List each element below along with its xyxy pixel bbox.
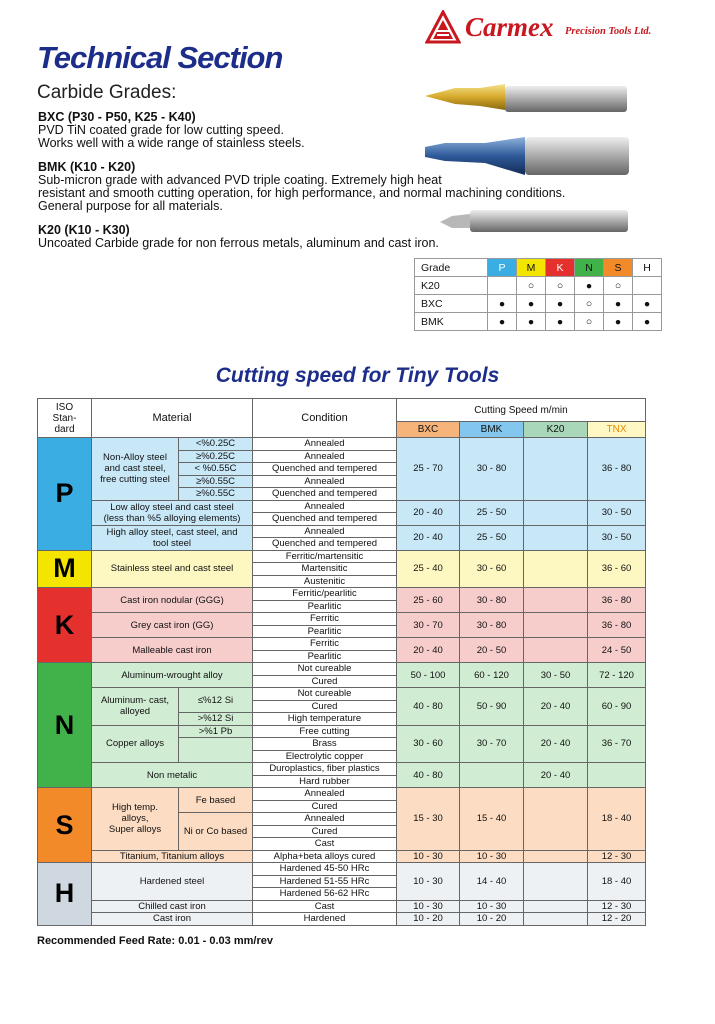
grade-name: K20	[415, 277, 488, 295]
speed-tnx: 12 - 30	[588, 900, 646, 913]
material-cell: Non-Alloy steel and cast steel, free cutting steel	[92, 438, 179, 501]
condition-cell: Quenched and tempered	[253, 513, 397, 526]
cutting-speed-title: Cutting speed for Tiny Tools	[215, 364, 500, 387]
speed-k20	[524, 588, 588, 613]
table-row	[415, 295, 662, 313]
table-row	[38, 900, 646, 913]
grade-k20	[38, 224, 439, 250]
table-row	[38, 638, 646, 651]
iso-m-header: M	[517, 259, 546, 277]
speed-tnx: 24 - 50	[588, 638, 646, 663]
condition-header: Condition	[253, 399, 397, 438]
mark: ●	[488, 295, 517, 313]
condition-cell: Cast	[253, 838, 397, 851]
speed-bmk: 50 - 90	[460, 688, 524, 726]
speed-bxc: 30 - 60	[397, 725, 460, 763]
speed-bxc: 50 - 100	[397, 663, 460, 688]
speed-k20	[524, 613, 588, 638]
mark: ●	[488, 313, 517, 331]
speed-tnx: 36 - 70	[588, 725, 646, 763]
mark: ○	[546, 277, 575, 295]
condition-cell: Ferritic	[253, 613, 397, 626]
table-row	[38, 438, 646, 451]
grade-name: BXC	[415, 295, 488, 313]
condition-cell: Ferritic	[253, 638, 397, 651]
speed-tnx: 12 - 30	[588, 850, 646, 863]
mark: ●	[633, 313, 662, 331]
material-subtype-cell: Fe based	[179, 788, 253, 813]
iso-standard-header: ISO Stan- dard	[38, 399, 92, 438]
condition-cell: Hard rubber	[253, 775, 397, 788]
mark: ○	[604, 277, 633, 295]
mark: ●	[633, 295, 662, 313]
iso-group-k: K	[38, 588, 92, 663]
speed-tnx: 36 - 80	[588, 588, 646, 613]
grade-bxc	[38, 111, 305, 150]
condition-cell: Quenched and tempered	[253, 538, 397, 551]
condition-cell: Martensitic	[253, 563, 397, 576]
speed-bxc: 15 - 30	[397, 788, 460, 851]
material-cell: Hardened steel	[92, 863, 253, 901]
speed-bmk: 30 - 60	[460, 550, 524, 588]
material-cell: High alloy steel, cast steel, and tool steel	[92, 525, 253, 550]
feed-rate-note: Recommended Feed Rate: 0.01 - 0.03 mm/rev	[37, 935, 273, 947]
page-subtitle: Carbide Grades:	[37, 82, 177, 103]
iso-s-header: S	[604, 259, 633, 277]
speed-tnx: 12 - 20	[588, 913, 646, 926]
material-subtype-cell: ≥%0.55C	[179, 488, 253, 501]
brand-tagline: Precision Tools Ltd.	[565, 26, 652, 37]
grade-description: PVD TiN coated grade for low cutting speed. Works well with a wide range of stainless steels.	[38, 123, 305, 150]
condition-cell: Austenitic	[253, 575, 397, 588]
speed-k20	[524, 788, 588, 851]
condition-cell: High temperature	[253, 713, 397, 726]
condition-cell: Cured	[253, 700, 397, 713]
mark: ●	[546, 295, 575, 313]
material-subtype-cell: ≥%0.55C	[179, 475, 253, 488]
material-header: Material	[92, 399, 253, 438]
speed-k20	[524, 525, 588, 550]
speed-bxc: 10 - 20	[397, 913, 460, 926]
speed-bxc: 40 - 80	[397, 763, 460, 788]
speed-tnx: 30 - 50	[588, 525, 646, 550]
condition-cell: Quenched and tempered	[253, 463, 397, 476]
speed-k20	[524, 500, 588, 525]
condition-cell: Cured	[253, 675, 397, 688]
table-row	[38, 688, 646, 701]
table-row	[415, 277, 662, 295]
condition-cell: Ferritic/martensitic	[253, 550, 397, 563]
iso-group-s: S	[38, 788, 92, 863]
speed-tnx: 18 - 40	[588, 788, 646, 851]
iso-h-header: H	[633, 259, 662, 277]
speed-bxc: 10 - 30	[397, 900, 460, 913]
condition-cell: Pearlitic	[253, 625, 397, 638]
table-row	[38, 525, 646, 538]
mark: ○	[575, 313, 604, 331]
speed-bxc: 20 - 40	[397, 638, 460, 663]
speed-k20: 20 - 40	[524, 725, 588, 763]
condition-cell: Alpha+beta alloys cured	[253, 850, 397, 863]
condition-cell: Hardened	[253, 913, 397, 926]
material-subtype-cell: >%12 Si	[179, 713, 253, 726]
condition-cell: Not cureable	[253, 688, 397, 701]
speed-tnx: 36 - 80	[588, 613, 646, 638]
material-subtype-cell: Ni or Co based	[179, 813, 253, 851]
material-cell: Grey cast iron (GG)	[92, 613, 253, 638]
speed-k20	[524, 438, 588, 501]
table-row	[38, 850, 646, 863]
speed-bmk: 20 - 50	[460, 638, 524, 663]
table-row	[38, 588, 646, 601]
material-subtype-cell: < %0.55C	[179, 463, 253, 476]
material-subtype-cell: ≥%0.25C	[179, 450, 253, 463]
speed-bmk: 30 - 80	[460, 588, 524, 613]
speed-k20	[524, 850, 588, 863]
header-row	[38, 399, 646, 422]
condition-cell: Annealed	[253, 450, 397, 463]
iso-group-n: N	[38, 663, 92, 788]
mark: ○	[517, 277, 546, 295]
iso-group-p: P	[38, 438, 92, 551]
table-row	[38, 550, 646, 563]
grade-col-bmk: BMK	[460, 422, 524, 438]
speed-bmk: 60 - 120	[460, 663, 524, 688]
grade-application-table	[414, 258, 662, 331]
condition-cell: Annealed	[253, 813, 397, 826]
speed-bmk: 30 - 70	[460, 725, 524, 763]
grade-heading: BMK (K10 - K20)	[38, 160, 136, 174]
speed-bmk: 14 - 40	[460, 863, 524, 901]
material-cell: Aluminum- cast, alloyed	[92, 688, 179, 726]
speed-tnx: 36 - 60	[588, 550, 646, 588]
table-row	[38, 663, 646, 676]
speed-k20	[524, 550, 588, 588]
material-cell: Chilled cast iron	[92, 900, 253, 913]
speed-k20: 20 - 40	[524, 763, 588, 788]
condition-cell: Brass	[253, 738, 397, 751]
mark	[488, 277, 517, 295]
condition-cell: Hardened 45-50 HRc	[253, 863, 397, 876]
iso-group-h: H	[38, 863, 92, 926]
condition-cell: Ferritic/pearlitic	[253, 588, 397, 601]
cutting-speed-table	[37, 398, 646, 926]
grade-header: Grade	[415, 259, 488, 277]
table-row	[38, 500, 646, 513]
material-subtype-cell: >%1 Pb	[179, 725, 253, 738]
speed-k20: 20 - 40	[524, 688, 588, 726]
condition-cell: Cured	[253, 800, 397, 813]
grade-description: Sub-micron grade with advanced PVD triple coating. Extremely high heat resistant and smooth cutting operation, for high performance, and normal machining conditions. General purpose for all materials.	[38, 173, 566, 213]
material-cell: Non metalic	[92, 763, 253, 788]
grade-description: Uncoated Carbide grade for non ferrous metals, aluminum and cast iron.	[38, 236, 439, 250]
condition-cell: Annealed	[253, 475, 397, 488]
speed-bxc: 10 - 30	[397, 850, 460, 863]
table-row	[38, 788, 646, 801]
mark: ●	[604, 313, 633, 331]
speed-bmk: 30 - 80	[460, 613, 524, 638]
mark: ○	[575, 295, 604, 313]
brand-logo	[425, 8, 670, 48]
bxc-tool-image	[425, 80, 630, 116]
speed-k20	[524, 638, 588, 663]
cutting-speed-header: Cutting Speed m/min	[397, 399, 646, 422]
brand-name: Carmex	[465, 12, 554, 42]
speed-bxc: 40 - 80	[397, 688, 460, 726]
material-cell: Titanium, Titanium alloys	[92, 850, 253, 863]
iso-n-header: N	[575, 259, 604, 277]
condition-cell: Pearlitic	[253, 650, 397, 663]
condition-cell: Quenched and tempered	[253, 488, 397, 501]
speed-bxc: 20 - 40	[397, 500, 460, 525]
condition-cell: Pearlitic	[253, 600, 397, 613]
speed-bmk: 10 - 30	[460, 900, 524, 913]
speed-bxc: 25 - 40	[397, 550, 460, 588]
speed-bxc: 25 - 70	[397, 438, 460, 501]
speed-bmk: 10 - 20	[460, 913, 524, 926]
speed-tnx: 30 - 50	[588, 500, 646, 525]
material-subtype-cell: <%0.25C	[179, 438, 253, 451]
mark: ●	[546, 313, 575, 331]
material-subtype-cell: ≤%12 Si	[179, 688, 253, 713]
table-row	[415, 313, 662, 331]
material-cell: Aluminum-wrought alloy	[92, 663, 253, 688]
condition-cell: Annealed	[253, 500, 397, 513]
speed-bmk: 10 - 30	[460, 850, 524, 863]
mark: ●	[575, 277, 604, 295]
condition-cell: Electrolytic copper	[253, 750, 397, 763]
material-cell: Cast iron nodular (GGG)	[92, 588, 253, 613]
condition-cell: Cast	[253, 900, 397, 913]
speed-k20	[524, 913, 588, 926]
speed-bxc: 10 - 30	[397, 863, 460, 901]
material-subtype-cell	[179, 738, 253, 763]
iso-group-m: M	[38, 550, 92, 588]
mark	[633, 277, 662, 295]
mark: ●	[517, 313, 546, 331]
iso-k-header: K	[546, 259, 575, 277]
table-row	[38, 863, 646, 876]
material-cell: Low alloy steel and cast steel (less than %5 alloying elements)	[92, 500, 253, 525]
speed-tnx: 72 - 120	[588, 663, 646, 688]
table-row	[38, 613, 646, 626]
condition-cell: Annealed	[253, 525, 397, 538]
material-cell: Stainless steel and cast steel	[92, 550, 253, 588]
condition-cell: Annealed	[253, 438, 397, 451]
grade-col-k20: K20	[524, 422, 588, 438]
iso-p-header: P	[488, 259, 517, 277]
page-title: Technical Section	[37, 40, 283, 75]
speed-k20	[524, 863, 588, 901]
speed-bmk	[460, 763, 524, 788]
speed-tnx: 18 - 40	[588, 863, 646, 901]
k20-tool-image	[440, 208, 630, 234]
table-row	[38, 913, 646, 926]
speed-k20	[524, 900, 588, 913]
condition-cell: Not cureable	[253, 663, 397, 676]
speed-bxc: 25 - 60	[397, 588, 460, 613]
speed-tnx	[588, 763, 646, 788]
material-cell: Malleable cast iron	[92, 638, 253, 663]
speed-k20: 30 - 50	[524, 663, 588, 688]
speed-bmk: 25 - 50	[460, 525, 524, 550]
condition-cell: Hardened 56-62 HRc	[253, 888, 397, 901]
grade-col-tnx: TNX	[588, 422, 646, 438]
speed-tnx: 60 - 90	[588, 688, 646, 726]
grade-name: BMK	[415, 313, 488, 331]
speed-bxc: 30 - 70	[397, 613, 460, 638]
material-cell: High temp. alloys, Super alloys	[92, 788, 179, 851]
speed-bmk: 25 - 50	[460, 500, 524, 525]
condition-cell: Annealed	[253, 788, 397, 801]
carmex-logo-icon	[425, 10, 461, 46]
bmk-tool-image	[425, 133, 630, 179]
speed-tnx: 36 - 80	[588, 438, 646, 501]
material-cell: Copper alloys	[92, 725, 179, 763]
condition-cell: Hardened 51-55 HRc	[253, 875, 397, 888]
grade-heading: BXC (P30 - P50, K25 - K40)	[38, 110, 196, 124]
material-cell: Cast iron	[92, 913, 253, 926]
speed-bxc: 20 - 40	[397, 525, 460, 550]
mark: ●	[604, 295, 633, 313]
grade-col-bxc: BXC	[397, 422, 460, 438]
condition-cell: Cured	[253, 825, 397, 838]
condition-cell: Duroplastics, fiber plastics	[253, 763, 397, 776]
speed-bmk: 30 - 80	[460, 438, 524, 501]
table-row	[38, 763, 646, 776]
condition-cell: Free cutting	[253, 725, 397, 738]
speed-bmk: 15 - 40	[460, 788, 524, 851]
mark: ●	[517, 295, 546, 313]
table-row	[38, 725, 646, 738]
grade-heading: K20 (K10 - K30)	[38, 223, 130, 237]
